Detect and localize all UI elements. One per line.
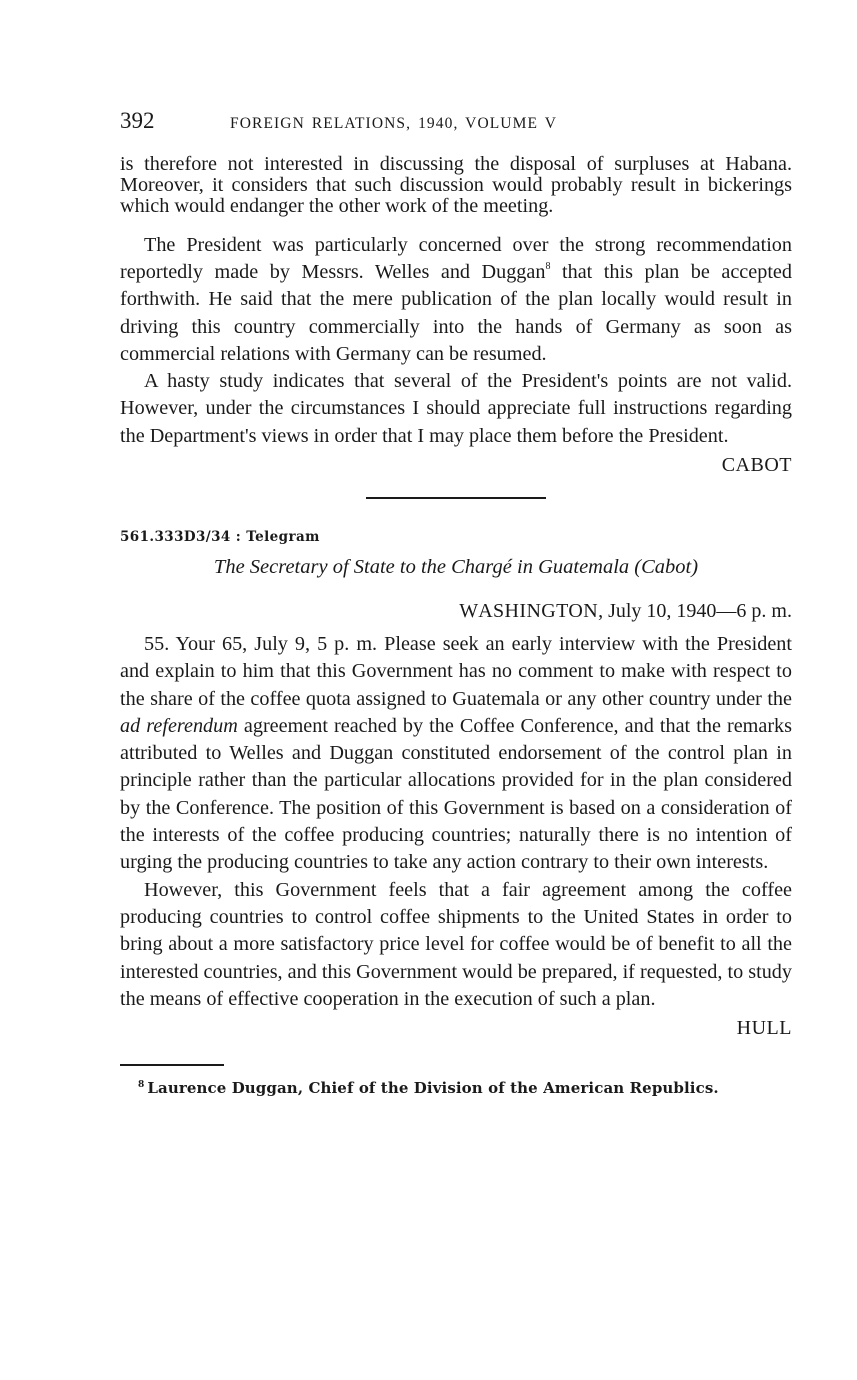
paragraph-text: agreement reached by the Coffee Conference, and that the remarks attributed to Welles and Duggan constituted endorsement of the control plan in principle rather than the particular allocations provided for in the plan considered by the Conference. The position of this Government is based on a consideration of the interests of the coffee producing countries; naturally there is no intention of urging the producing countries to take any action contrary to their own interests. [120, 714, 792, 874]
dateline-date: , July 10, 1940—6 p. m. [598, 599, 792, 622]
italic-phrase: ad referendum [120, 714, 238, 737]
signature-initial: H [736, 1017, 752, 1040]
footnote-rule [120, 1064, 224, 1066]
signature-rest: ABOT [735, 453, 792, 476]
body-paragraph: However, this Government feels that a fair agreement among the coffee producing countries to control coffee shipments to the United States in order to bring about a more satisfactory price level for coffee would be of benefit to all the interested countries, and this Government would be prepared, if requested, to study the means of effective cooperation in the execution of such a plan. [120, 878, 792, 1010]
signature-initial: C [721, 453, 736, 476]
signature-rest: ULL [751, 1017, 792, 1040]
footnote-mark: 8 [138, 1080, 145, 1091]
paragraph-text: that this plan be accepted forthwith. He said that the mere publication of the plan locally would result in driving this country commercially into the hands of Germany as soon as commercial relations with Germany can be resumed. [120, 260, 792, 365]
body-paragraph: A hasty study indicates that several of the President's points are not valid. However, under the circumstances I should appreciate full instructions regarding the Department's views in order that I may place them before the President. [120, 370, 792, 447]
signature-hull [120, 1015, 792, 1042]
running-title: FOREIGN RELATIONS, 1940, VOLUME V [230, 115, 558, 132]
page-number: 392 [120, 108, 155, 133]
file-reference: 561.333D3/34 : Telegram [120, 528, 320, 545]
running-head [120, 108, 792, 142]
paragraph-text: 55. Your 65, July 9, 5 p. m. Please seek an early interview with the President and explain to him that this Government has no comment to make with respect to the share of the coffee quota assigned to Guatemala or any other country under the [120, 632, 792, 710]
body-paragraph [120, 232, 792, 368]
footnote-text: Laurence Duggan, Chief of the Division of the American Republics. [147, 1079, 719, 1098]
section-divider [366, 497, 546, 499]
document-page [120, 108, 792, 1098]
footnote-reference-mark: 8 [545, 260, 551, 272]
document-title: The Secretary of State to the Chargé in Guatemala (Cabot) [213, 555, 699, 578]
paragraph-text: The President was particularly concerned over the strong recommendation reportedly made by Messrs. Welles and Duggan [120, 233, 792, 283]
continued-paragraph: is therefore not interested in discussing the disposal of surpluses at Habana. Moreover, it considers that such discussion would probably result in bickerings which would endanger the other work of the meeting. [120, 153, 792, 218]
body-paragraph [120, 631, 792, 877]
dateline [120, 597, 792, 625]
dateline-place-initial: W [459, 599, 479, 622]
dateline-place-rest: ASHINGTON [478, 599, 599, 622]
footnote [120, 1078, 792, 1098]
signature-cabot [120, 452, 792, 479]
